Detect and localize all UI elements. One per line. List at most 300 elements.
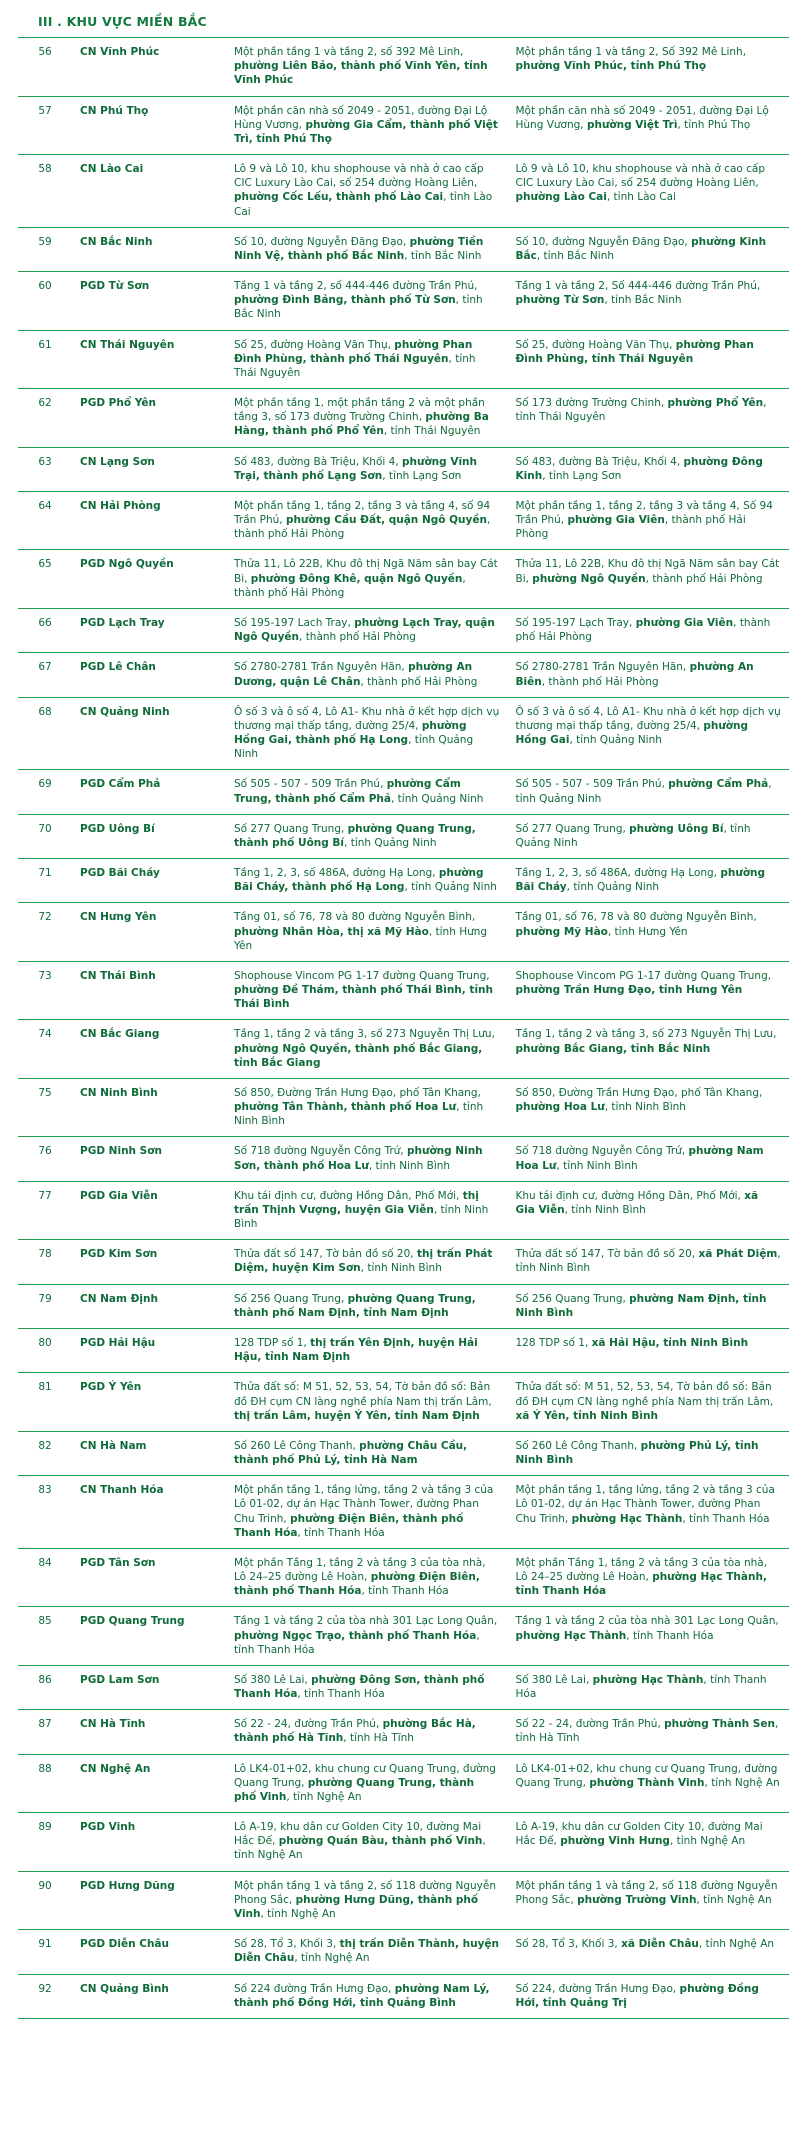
cell-name: PGD Hải Hậu [80,1337,156,1349]
address-fragment: phường Quán Bàu, thành phố Vinh [278,1835,483,1848]
cell-name: CN Hà Nam [80,1439,147,1452]
cell-name: CN Lạng Sơn [80,455,155,468]
table-row [18,1137,789,1181]
table-row [18,608,789,652]
table-row [18,1284,789,1328]
address-fragment: thị trấn Lâm, huyện Ý Yên, tỉnh Nam Định [234,1409,480,1422]
table-row [18,96,789,155]
address-fragment: Shophouse Vincom PG 1-17 đường Quang Trung, [234,969,490,982]
address-fragment: phường Cẩm Phả [668,778,769,791]
table-row [18,330,789,389]
cell-name: CN Hưng Yên [80,911,157,924]
cell-num: 85 [38,1615,52,1628]
cell-num: 70 [38,822,52,835]
address-fragment: Số 25, đường Hoàng Văn Thụ, [234,338,395,351]
cell-name: PGD Diễn Châu [80,1938,169,1951]
cell-num: 76 [38,1145,52,1158]
table-row [18,550,789,609]
address-fragment: Một phần tầng 1, tầng lửng, tầng 2 và tầng 3 của Lô 01-02, dự án Hạc Thành Tower, đường Phan Chu Trinh, [515,1484,775,1525]
address-fragment: , thành phố Hải Phòng [234,572,466,599]
cell-old [226,1665,508,1709]
address-fragment: , tỉnh Hưng Yên [234,925,488,952]
address-fragment: Tầng 1, tầng 2 và tầng 3, số 273 Nguyễn Thị Lưu, [234,1028,495,1041]
address-fragment: , tỉnh Quảng Ninh [391,792,484,805]
cell-num: 87 [38,1718,52,1731]
cell-num: 82 [38,1439,52,1452]
address-fragment: phường Quang Trung, thành phố Uông Bí [234,822,476,849]
cell-new [508,697,790,770]
address-fragment: phường Gia Viên [567,514,665,527]
cell-name: CN Hải Phòng [80,499,161,512]
address-fragment: Lô LK4-01+02, khu chung cư Quang Trung, đường Quang Trung, [234,1762,496,1789]
address-fragment: , tỉnh Bắc Ninh [234,294,483,321]
cell-old [226,1181,508,1240]
cell-old [226,770,508,814]
address-fragment: Số 850, Đường Trần Hưng Đạo, phố Tân Khang, [515,1086,763,1099]
cell-new [508,961,790,1020]
address-fragment: xã Gia Viễn [515,1189,759,1216]
cell-name: PGD Ninh Sơn [80,1145,162,1158]
table-row [18,697,789,770]
address-fragment: phường Thành Sen [664,1718,775,1731]
address-fragment: Số 505 - 507 - 509 Trần Phú, [515,778,669,791]
address-fragment: 128 TDP số 1, [515,1337,592,1349]
cell-name: PGD Phổ Yên [80,397,156,410]
cell-num: 72 [38,911,52,924]
address-fragment: phường Đông Khê, quận Ngô Quyền [250,572,463,585]
address-fragment: phường Hoa Lư [515,1101,605,1114]
address-fragment: , tỉnh Quảng Ninh [515,822,751,849]
cell-new [508,1607,790,1666]
table-row [18,1181,789,1240]
address-fragment: , tỉnh Quảng Ninh [404,881,497,894]
address-fragment: , tỉnh Thái Nguyên [383,425,481,438]
address-fragment: phường Đông Kinh [515,455,763,482]
table-row [18,1020,789,1079]
address-fragment: Số 224 đường Trần Hưng Đạo, [234,1982,395,1995]
address-fragment: , tỉnh Ninh Bình [368,1159,451,1172]
table-row [18,859,789,903]
address-fragment: phường Ba Hàng, thành phố Phổ Yên [234,411,489,438]
cell-name: PGD Lê Chân [80,661,156,674]
table-row [18,903,789,962]
address-fragment: Một phần tầng 1, một phần tầng 2 và một phần tầng 3, số 173 đường Trường Chinh, [234,397,485,424]
address-fragment: phường Từ Sơn [515,294,605,307]
address-fragment: phường Nam Lý, thành phố Đồng Hới, tỉnh Quảng Bình [234,1982,490,2009]
address-fragment: Một phần tầng 1 và tầng 2, số 118 đường Nguyễn Phong Sắc, [234,1879,496,1906]
address-fragment: Một phần tầng 1, tầng 2, tầng 3 và tầng 4, Số 94 Trần Phú, [515,499,773,527]
cell-old [226,1930,508,1974]
address-fragment: phường Đề Thám, thành phố Thái Bình, tỉnh Thái Bình [234,984,493,1011]
address-fragment: phường Gia Viên [635,616,734,629]
address-fragment: phường Bắc Giang, tỉnh Bắc Ninh [515,1042,711,1055]
address-fragment: , tỉnh Thanh Hóa [361,1585,449,1598]
address-fragment: , tỉnh Thanh Hóa [297,1688,385,1701]
address-fragment: Số 850, Đường Trần Hưng Đạo, phố Tân Khang, [234,1086,481,1099]
cell-old [226,1607,508,1666]
address-fragment: Tầng 01, số 76, 78 và 80 đường Nguyễn Bình, [515,911,757,924]
address-fragment: Số 2780-2781 Trần Nguyên Hãn, [234,661,409,674]
address-fragment: thị trấn Diễn Thành, huyện Diễn Châu [234,1938,500,1965]
cell-name: CN Ninh Bình [80,1086,158,1099]
cell-num: 57 [38,104,52,117]
cell-new [508,903,790,962]
cell-old [226,227,508,271]
address-fragment: , tỉnh Thanh Hóa [626,1629,714,1642]
cell-name: CN Bắc Ninh [80,235,153,248]
address-fragment: , tỉnh Ninh Bình [360,1262,442,1275]
address-fragment: thị trấn Thịnh Vượng, huyện Gia Viễn [234,1189,479,1216]
address-fragment: , thành phố Hải Phòng [234,514,491,541]
address-fragment: phường Điện Biên, thành phố Thanh Hóa [234,1571,480,1598]
cell-name: PGD Cẩm Phả [80,778,161,791]
cell-new [508,1020,790,1079]
cell-new [508,272,790,331]
address-fragment: Tầng 1 và tầng 2 của tòa nhà 301 Lạc Long Quân, [515,1615,779,1628]
cell-new [508,1548,790,1607]
address-fragment: , thành phố Hải Phòng [645,572,763,585]
address-fragment: Lô A-19, khu dân cư Golden City 10, đường Mai Hắc Đế, [515,1821,763,1848]
address-fragment: Lô A-19, khu dân cư Golden City 10, đường Mai Hắc Đế, [234,1821,482,1848]
cell-old [226,272,508,331]
cell-num: 88 [38,1762,52,1775]
cell-old [226,697,508,770]
address-fragment: Số 277 Quang Trung, [234,822,348,835]
table-row [18,1329,789,1373]
address-fragment: , tỉnh Ninh Bình [564,1203,646,1216]
cell-old [226,389,508,448]
cell-num: 68 [38,705,52,718]
address-fragment: phường Trần Hưng Đạo, tỉnh Hưng Yên [515,984,743,997]
address-fragment: Số 28, Tổ 3, Khối 3, [234,1938,340,1951]
table-row [18,1930,789,1974]
cell-num: 74 [38,1028,52,1041]
cell-new [508,1329,790,1373]
address-fragment: Số 22 - 24, đường Trần Phú, [515,1718,665,1731]
address-fragment: phường Vĩnh Phúc, tỉnh Phú Thọ [515,60,707,73]
address-fragment: thị trấn Yên Định, huyện Hải Hậu [234,1337,478,1364]
address-fragment: phường Phan Đình Phùng, thành phố Thái Nguyên [234,338,473,365]
address-fragment: phường Cẩm Trung, thành phố Cẩm Phả [234,778,461,805]
address-fragment: phường Thành Vinh [589,1776,705,1789]
address-fragment: phường Vĩnh Trại, thành phố Lạng Sơn [234,455,478,482]
table-row [18,227,789,271]
cell-num: 78 [38,1248,52,1261]
branch-address-table [18,37,789,2019]
cell-old [226,961,508,1020]
address-fragment: Số 380 Lê Lai, [515,1673,593,1686]
address-fragment: Số 505 - 507 - 509 Trần Phú, [234,778,387,791]
address-fragment: phường Quang Trung, thành phố Vinh [234,1776,475,1803]
address-fragment: , tỉnh Thái Nguyên [234,352,476,379]
table-row [18,272,789,331]
address-fragment: phường Gia Cẩm, thành phố Việt Trì, tỉnh Phú Thọ [234,118,498,145]
address-fragment: , tỉnh Quảng Ninh [569,734,662,747]
cell-new [508,38,790,97]
cell-name: PGD Tân Sơn [80,1556,156,1569]
address-fragment: Số 28, Tổ 3, Khối 3, [515,1938,622,1951]
address-fragment: phường Ngô Quyền, thành phố Bắc Giang, tỉnh Bắc Giang [234,1042,483,1069]
table-row [18,653,789,697]
cell-name: CN Lào Cai [80,163,144,176]
cell-new [508,859,790,903]
address-fragment: phường Phủ Lý, tỉnh Ninh Bình [515,1439,759,1467]
cell-new [508,814,790,858]
cell-new [508,330,790,389]
address-fragment: phường Ngọc Trạo, thành phố Thanh Hóa [234,1629,477,1642]
address-fragment: , tỉnh Bắc Ninh [604,294,682,307]
cell-new [508,1181,790,1240]
address-fragment: , tỉnh Nghệ An [698,1938,775,1951]
cell-num: 81 [38,1381,52,1394]
address-fragment: , tỉnh Hà Tĩnh [343,1732,414,1745]
address-fragment: phường Bắc Hà, thành phố Hà Tĩnh [234,1718,476,1745]
cell-num: 83 [38,1484,52,1497]
table-row [18,1665,789,1709]
cell-num: 61 [38,338,52,351]
table-row [18,38,789,97]
cell-new [508,447,790,491]
cell-old [226,38,508,97]
cell-new [508,550,790,609]
address-fragment: Số 380 Lê Lai, [234,1673,312,1686]
cell-num: 60 [38,280,52,293]
cell-num: 58 [38,163,52,176]
table-row [18,447,789,491]
address-fragment: Số 10, đường Nguyễn Đăng Đạo, [515,235,692,248]
address-fragment: , thành phố Hải Phòng [515,616,771,644]
cell-num: 65 [38,558,52,571]
address-fragment: phường Nam Hoa Lư [515,1145,764,1172]
address-fragment: Một phần tầng 1 và tầng 2, số 118 đường Nguyễn Phong Sắc, [515,1879,778,1906]
address-fragment: thị trấn Phát Diệm, huyện Kim Sơn [234,1248,493,1275]
address-fragment: phường Hồng Gai, thành phố Hạ Long [234,719,467,747]
address-fragment: phường Nhân Hòa, thị xã Mỹ Hào [234,925,429,938]
cell-num: 89 [38,1821,52,1834]
cell-new [508,1930,790,1974]
address-fragment: Thửa đất số 147, Tờ bản đồ số 20, [515,1248,699,1261]
cell-name: CN Thái Nguyên [80,338,175,351]
cell-old [226,550,508,609]
address-fragment: Thửa 11, Lô 22B, Khu đô thị Ngã Năm sân bay Cát Bi, [515,558,780,585]
address-fragment: Thửa đất số 147, Tờ bản đồ số 20, [234,1248,417,1261]
address-fragment: phường Lạch Tray, quận Ngô Quyền [234,616,495,644]
cell-num: 92 [38,1982,52,1995]
table-row [18,1754,789,1813]
cell-name: CN Bắc Giang [80,1028,160,1041]
address-fragment: Lô 9 và Lô 10, khu shophouse và nhà ở cao cấp CIC Luxury Lào Cai, số 254 đường Hoàng Liên, [515,163,766,190]
cell-num: 75 [38,1086,52,1099]
cell-name: PGD Vinh [80,1821,136,1834]
address-fragment: phường Vinh Hưng [560,1835,670,1848]
cell-num: 62 [38,397,52,410]
cell-num: 84 [38,1556,52,1569]
cell-old [226,1476,508,1549]
cell-new [508,1665,790,1709]
address-fragment: , tỉnh Ninh Bình [234,1203,489,1231]
cell-new [508,1813,790,1872]
cell-new [508,155,790,228]
address-fragment: phường Đồng Hới, tỉnh Quảng Trị [515,1982,759,2009]
cell-new [508,1373,790,1432]
cell-new [508,1137,790,1181]
address-fragment: Tầng 1, tầng 2 và tầng 3, số 273 Nguyễn Thị Lưu, [515,1028,777,1041]
address-fragment: , tỉnh Thanh Hóa [297,1526,385,1539]
address-fragment: phường Hạc Thành [592,1673,704,1686]
address-fragment: , tỉnh Ninh Bình [515,1248,781,1275]
table-row [18,814,789,858]
cell-name: PGD Lạch Tray [80,616,165,629]
address-fragment: Một phần Tầng 1, tầng 2 và tầng 3 của tòa nhà, Lô 24–25 đường Lê Hoàn, [515,1556,768,1584]
cell-old [226,1974,508,2018]
address-fragment: , tỉnh Phú Thọ [677,118,751,131]
address-fragment: , tỉnh Quảng Ninh [234,734,474,761]
cell-name: CN Quảng Bình [80,1982,169,1995]
address-fragment: phường Liên Bảo, thành phố Vĩnh Yên, tỉnh Vĩnh Phúc [234,60,488,87]
cell-old [226,96,508,155]
cell-old [226,1871,508,1930]
address-fragment: phường Trường Vinh [577,1893,697,1906]
address-fragment: Ô số 3 và ô số 4, Lô A1- Khu nhà ở kết hợp dịch vụ thương mại thấp tầng, đường 25/4, [234,705,500,732]
address-fragment: Số 483, đường Bà Triệu, Khối 4, [234,455,402,468]
address-fragment: Khu tái định cư, đường Hồng Dân, Phố Mới, [234,1189,463,1202]
address-fragment: phường An Biên [515,661,754,688]
cell-num: 56 [38,46,52,58]
section-title: III . KHU VỰC MIỀN BẮC [38,14,207,29]
address-fragment: Tầng 1 và tầng 2, Số 444-446 đường Trần Phú, [515,280,761,293]
address-fragment: phường Hạc Thành [571,1512,683,1525]
cell-name: CN Nam Định [80,1292,158,1305]
address-fragment: Lô LK4-01+02, khu chung cư Quang Trung, đường Quang Trung, [515,1762,778,1789]
cell-old [226,1754,508,1813]
address-fragment: , tỉnh Ninh Bình [604,1101,686,1114]
table-row [18,155,789,228]
cell-old [226,1548,508,1607]
address-fragment: Thửa 11, Lô 22B, Khu đô thị Ngã Năm sân bay Cát Bi, [234,558,498,585]
address-fragment: Số 277 Quang Trung, [515,822,630,835]
address-fragment: phường Tân Thành, thành phố Hoa Lư [234,1101,457,1114]
cell-old [226,903,508,962]
address-fragment: , tỉnh Hà Tĩnh [515,1718,779,1745]
cell-new [508,608,790,652]
address-fragment: phường Phổ Yên [667,397,764,410]
address-fragment: Ô số 3 và ô số 4, Lô A1- Khu nhà ở kết hợp dịch vụ thương mại thấp tầng, đường 25/4, [515,705,781,732]
cell-new [508,1431,790,1475]
table-row [18,1974,789,2018]
address-fragment: phường Châu Cầu, thành phố Phủ Lý, tỉnh Hà Nam [234,1439,468,1467]
table-row [18,1607,789,1666]
address-fragment: Thửa đất số: M 51, 52, 53, 54, Tờ bản đồ số: Bản đồ ĐH cụm CN làng nghề phía Nam thị trấn Lâm, [515,1381,774,1408]
address-fragment: phường Điện Biên, thành phố Thanh Hóa [234,1512,464,1539]
cell-new [508,770,790,814]
address-fragment: phường Cầu Đất, quận Ngô Quyền [285,514,487,527]
address-fragment: 128 TDP số 1, [234,1337,311,1349]
address-fragment: Số 718 đường Nguyễn Công Trứ, [234,1145,407,1158]
address-fragment: Số 173 đường Trường Chinh, [515,397,668,410]
address-fragment: phường Hạc Thành, tỉnh Thanh Hóa [515,1571,767,1598]
cell-num: 69 [38,778,52,791]
address-fragment: , tỉnh Bắc Ninh [404,249,482,262]
address-fragment: , tỉnh Lạng Sơn [542,469,622,482]
address-fragment: Số 25, đường Hoàng Văn Thụ, [515,338,676,351]
address-fragment: , tỉnh Thanh Hóa [682,1512,770,1525]
cell-new [508,227,790,271]
address-fragment: Một phần tầng 1 và tầng 2, số 392 Mê Linh, [234,46,464,58]
address-fragment: , tỉnh Nam Định [355,1306,449,1319]
address-fragment: xã Diễn Châu [621,1938,699,1951]
cell-num: 86 [38,1673,52,1686]
cell-old [226,1240,508,1284]
address-fragment: Tầng 01, số 76, 78 và 80 đường Nguyễn Bình, [234,911,476,924]
cell-old [226,859,508,903]
cell-old [226,1078,508,1137]
cell-num: 66 [38,616,52,629]
cell-num: 91 [38,1938,52,1951]
cell-name: PGD Quang Trung [80,1615,185,1628]
address-fragment: , tỉnh Lào Cai [234,191,493,218]
address-fragment: Số 195-197 Lạch Tray, [515,616,636,629]
address-fragment: , tỉnh Hưng Yên [607,925,688,938]
address-fragment: phường Uông Bí [629,822,724,835]
cell-new [508,1710,790,1754]
cell-old [226,1373,508,1432]
address-fragment: Số 483, đường Bà Triệu, Khối 4, [515,455,684,468]
cell-name: PGD Từ Sơn [80,280,150,293]
address-fragment: phường Quang Trung, thành phố Nam Định [234,1292,476,1319]
table-row [18,1240,789,1284]
cell-old [226,1137,508,1181]
address-fragment: phường Việt Trì [586,118,678,131]
address-fragment: , tỉnh Quảng Ninh [566,881,660,894]
table-body [18,38,789,2019]
address-fragment: Số 224, đường Trần Hưng Đạo, [515,1982,680,1995]
cell-num: 63 [38,455,52,468]
address-fragment: , thành phố Hải Phòng [360,675,478,688]
address-fragment: , tỉnh Ninh Bình [234,1101,484,1128]
address-fragment: Tầng 1, 2, 3, số 486A, đường Hạ Long, [234,867,439,880]
address-fragment: , tỉnh Nghệ An [234,1835,486,1862]
cell-num: 71 [38,867,52,880]
cell-name: PGD Bãi Cháy [80,867,160,880]
address-fragment: Thửa đất số: M 51, 52, 53, 54, Tờ bản đồ số: Bản đồ ĐH cụm CN làng nghề phía Nam thị trấn Lâm, [234,1381,492,1408]
address-fragment: , tỉnh Nghệ An [260,1907,336,1920]
cell-new [508,1754,790,1813]
address-fragment: phường Đình Bảng, thành phố Từ Sơn [234,294,456,307]
table-row [18,491,789,550]
table-row [18,770,789,814]
address-fragment: xã Ý Yên, tỉnh Ninh Bình [515,1409,658,1422]
address-fragment: Số 10, đường Nguyễn Đăng Đạo, [234,235,410,248]
address-fragment: xã Phát Diệm [698,1248,778,1261]
cell-name: CN Nghệ An [80,1762,151,1775]
cell-old [226,1284,508,1328]
address-fragment: , thành phố Hải Phòng [299,631,416,644]
cell-old [226,447,508,491]
address-fragment: , tỉnh Lạng Sơn [382,469,462,482]
cell-new [508,1078,790,1137]
address-fragment: , tỉnh Nghệ An [294,1952,370,1965]
address-fragment: , tỉnh Thái Nguyên [515,397,767,424]
cell-new [508,389,790,448]
cell-old [226,155,508,228]
address-fragment: phường Hưng Dũng, thành phố Vinh [234,1893,479,1920]
address-fragment: Số 2780-2781 Trần Nguyên Hãn, [515,661,690,674]
cell-new [508,1974,790,2018]
address-fragment: phường Mỹ Hào [515,925,608,938]
address-fragment: , tỉnh Nghệ An [704,1776,780,1789]
address-fragment: Số 256 Quang Trung, [234,1292,348,1305]
address-fragment: phường Phan Đình Phùng, tỉnh Thái Nguyên [515,338,754,365]
